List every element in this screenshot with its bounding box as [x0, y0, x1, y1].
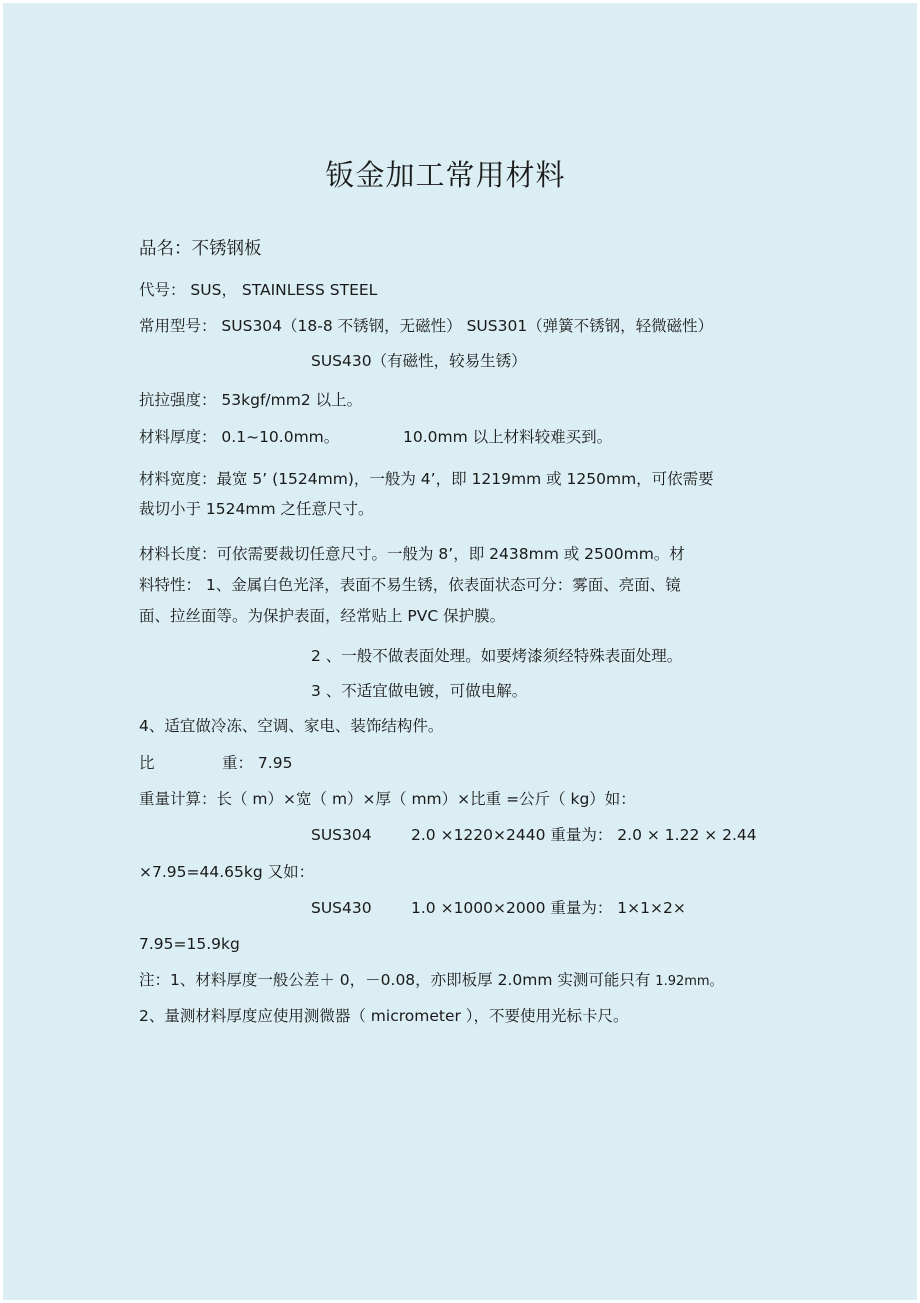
width-line-2: 裁切小于 1524mm 之任意尺寸。	[139, 500, 374, 518]
density-label: 比	[139, 754, 155, 772]
note-1	[139, 970, 723, 992]
thickness-note: 10.0mm 以上材料较难买到。	[403, 428, 613, 446]
feature-2: 2 、一般不做表面处理。如要烤漆须经特殊表面处理。	[311, 647, 683, 665]
example-2-result: 7.95=15.9kg	[139, 935, 240, 953]
common-types-line-1: 常用型号： SUS304（18-8 不锈钢，无磁性） SUS301（弹簧不锈钢，轻微磁性）	[139, 317, 714, 335]
density-value: 重： 7.95	[222, 754, 293, 772]
tensile-strength: 抗拉强度： 53kgf/mm2 以上。	[139, 391, 363, 409]
example-1-calc: 2.0 ×1220×2440 重量为： 2.0 × 1.22 × 2.44	[411, 826, 757, 844]
length-line-1: 材料长度：可依需要裁切任意尺寸。一般为 8’，即 2438mm 或 2500mm。材	[139, 545, 685, 563]
feature-3: 3 、不适宜做电镀，可做电解。	[311, 682, 528, 700]
thickness-range: 材料厚度： 0.1~10.0mm。	[139, 428, 340, 446]
document-page	[3, 3, 917, 1300]
page-title: 钣金加工常用材料	[325, 158, 566, 192]
example-1-result: ×7.95=44.65kg 又如：	[139, 863, 315, 881]
length-line-3: 面、拉丝面等。为保护表面，经常贴上 PVC 保护膜。	[139, 607, 506, 625]
example-2-grade: SUS430	[311, 899, 372, 917]
note-1-measured: 1.92mm。	[655, 974, 723, 989]
example-2-calc: 1.0 ×1000×2000 重量为： 1×1×2×	[411, 899, 686, 917]
product-name: 品名：不锈钢板	[139, 239, 262, 259]
length-line-2: 料特性： 1、金属白色光泽，表面不易生锈，依表面状态可分：雾面、亮面、镜	[139, 576, 681, 594]
common-types-line-2: SUS430（有磁性，较易生锈）	[311, 352, 527, 370]
note-2: 2、量测材料厚度应使用测微器（ micrometer ），不要使用光标卡尺。	[139, 1007, 629, 1025]
product-code: 代号： SUS， STAINLESS STEEL	[139, 281, 378, 299]
width-line-1: 材料宽度：最宽 5’ (1524mm)，一般为 4’，即 1219mm 或 1250mm，可依需要	[139, 470, 714, 488]
note-1-main: 注：1、材料厚度一般公差＋ 0，－0.08，亦即板厚 2.0mm 实测可能只有	[139, 971, 656, 989]
example-1-grade: SUS304	[311, 826, 372, 844]
feature-4: 4、适宜做冷冻、空调、家电、装饰结构件。	[139, 717, 444, 735]
weight-formula: 重量计算：长（ m）×宽（ m）×厚（ mm）×比重 =公斤（ kg）如：	[139, 790, 636, 808]
